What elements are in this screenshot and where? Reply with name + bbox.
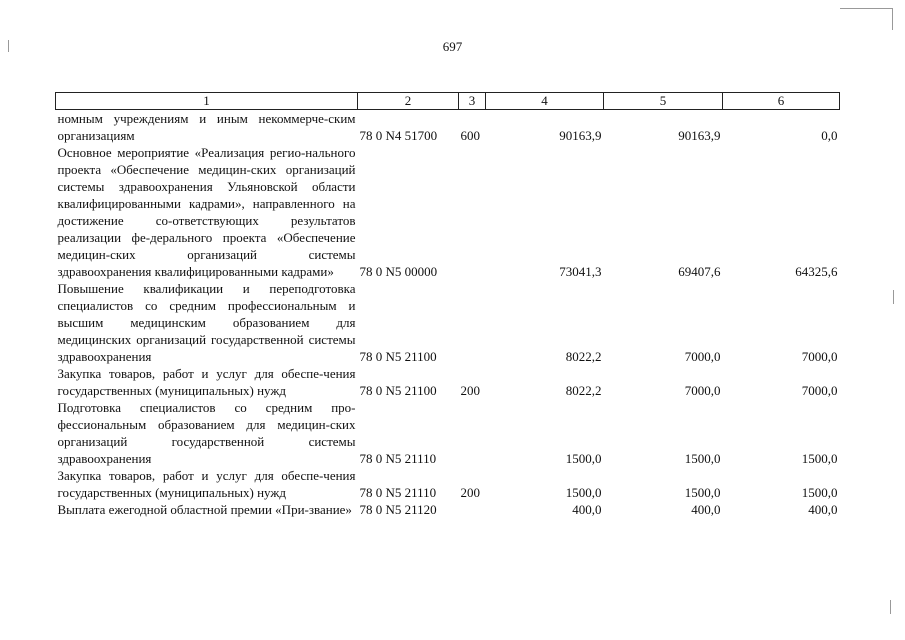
row-code: 78 0 N4 51700 (359, 128, 438, 143)
row-code: 78 0 N5 21120 (359, 502, 437, 517)
row-value-col4: 73041,3 (559, 264, 602, 279)
row-description: Повышение квалификации и переподготовка специалистов со средним профессиональным и высшим медицинским образованием для медицинских организаций государственной системы здравоохранения (57, 281, 356, 364)
row-description: Основное мероприятие «Реализация регио-нального проекта «Обеспечение медицин-ских организаций системы здравоохранения Ульяновской области квалифицированными кадрами», направленного на достижение со-ответствующих результатов реализации фе-дерального проекта «Обеспечение медицин-ских организаций системы здравоохранения квалифицированными кадрами» (57, 145, 356, 279)
row-description: Закупка товаров, работ и услуг для обеспе-чения государственных (муниципальных) нужд (57, 366, 356, 398)
row-code: 78 0 N5 21110 (359, 451, 437, 466)
scan-mark (893, 290, 894, 304)
row-expense-type: 200 (460, 485, 480, 500)
row-expense-type (459, 144, 486, 280)
row-value-col4: 1500,0 (565, 485, 602, 500)
column-header: 3 (459, 93, 486, 110)
column-header: 5 (604, 93, 723, 110)
budget-table (55, 92, 840, 518)
scan-mark (840, 8, 892, 9)
row-value-col5: 7000,0 (684, 349, 721, 364)
row-value-col5: 69407,6 (678, 264, 721, 279)
row-code: 78 0 N5 21100 (359, 383, 437, 398)
scan-mark (892, 8, 893, 30)
table-row (56, 399, 840, 467)
row-expense-type (459, 399, 486, 467)
row-value-col4: 400,0 (572, 502, 602, 517)
row-value-col6: 7000,0 (801, 383, 838, 398)
table-body (56, 110, 840, 519)
row-expense-type (459, 501, 486, 518)
row-code: 78 0 N5 00000 (359, 264, 438, 279)
table-row (56, 144, 840, 280)
row-value-col4: 1500,0 (565, 451, 602, 466)
column-header: 4 (486, 93, 604, 110)
column-header: 2 (358, 93, 459, 110)
column-header: 1 (56, 93, 358, 110)
table-row (56, 467, 840, 501)
scan-mark (890, 600, 891, 614)
row-description: Подготовка специалистов со средним про-фессиональным образованием для медицин-ских организаций государственной системы здравоохранения (57, 400, 356, 466)
row-expense-type (459, 280, 486, 365)
column-header: 6 (723, 93, 840, 110)
scan-mark (8, 40, 9, 52)
row-value-col5: 90163,9 (678, 128, 721, 143)
row-code: 78 0 N5 21100 (359, 349, 437, 364)
row-value-col6: 1500,0 (801, 485, 838, 500)
row-description: Закупка товаров, работ и услуг для обеспе-чения государственных (муниципальных) нужд (57, 468, 356, 500)
table-header-row (56, 93, 840, 110)
row-expense-type: 200 (460, 383, 480, 398)
table-row (56, 110, 840, 145)
row-value-col4: 90163,9 (559, 128, 602, 143)
row-expense-type: 600 (460, 128, 480, 143)
row-value-col5: 400,0 (691, 502, 721, 517)
row-value-col6: 400,0 (808, 502, 838, 517)
row-value-col6: 7000,0 (801, 349, 838, 364)
row-value-col5: 1500,0 (684, 451, 721, 466)
table-row (56, 501, 840, 518)
row-code: 78 0 N5 21110 (359, 485, 437, 500)
row-value-col4: 8022,2 (565, 349, 602, 364)
page-number: 697 (442, 39, 463, 54)
row-description: номным учреждениям и иным некоммерче-ским организациям (57, 111, 356, 143)
row-value-col6: 64325,6 (795, 264, 838, 279)
row-value-col5: 1500,0 (684, 485, 721, 500)
row-description: Выплата ежегодной областной премии «При-звание» (57, 502, 352, 517)
table-row (56, 280, 840, 365)
row-value-col5: 7000,0 (684, 383, 721, 398)
row-value-col6: 1500,0 (801, 451, 838, 466)
row-value-col4: 8022,2 (565, 383, 602, 398)
row-value-col6: 0,0 (821, 128, 838, 143)
table-row (56, 365, 840, 399)
